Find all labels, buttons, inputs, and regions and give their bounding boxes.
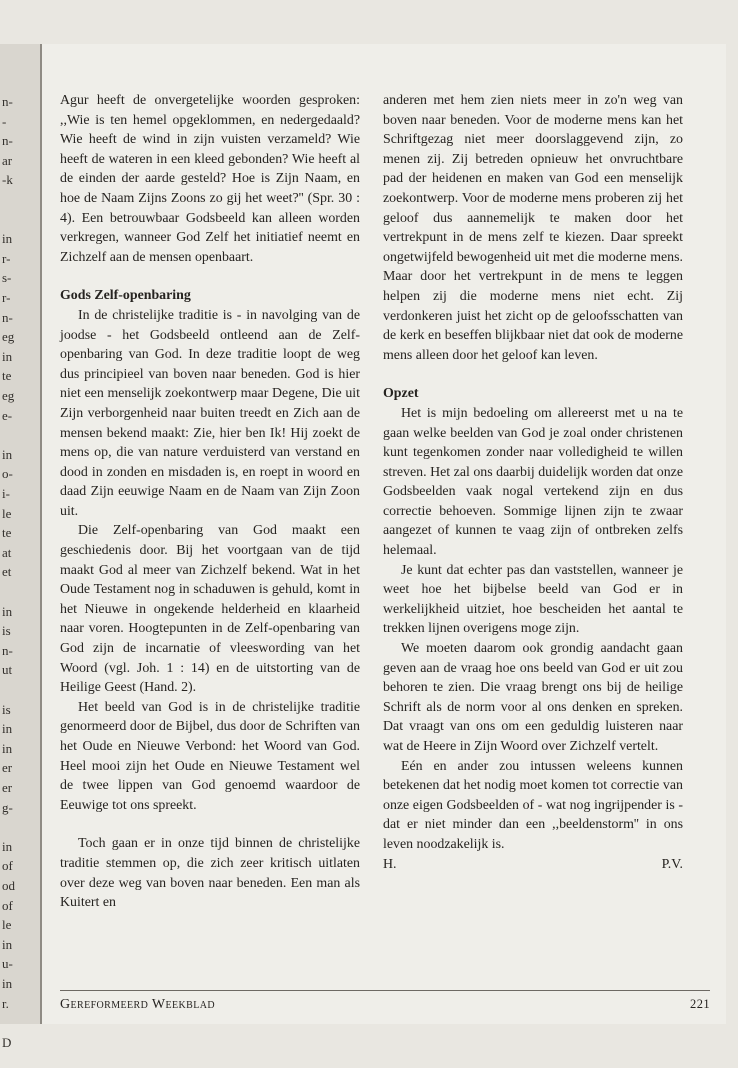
margin-fragment: in	[2, 936, 13, 952]
section-heading-zelf-openbaring: Gods Zelf-openbaring	[60, 288, 191, 304]
signature-initial: H.	[383, 856, 397, 872]
margin-fragment: in	[2, 231, 13, 247]
section-heading-opzet: Opzet	[383, 386, 419, 402]
margin-fragment: g-	[2, 799, 13, 815]
margin-fragment: i-	[2, 486, 10, 501]
margin-fragment: o-	[2, 466, 13, 482]
margin-fragment: -k	[2, 172, 13, 188]
paragraph: Het beeld van God is in de christelijke traditie genormeerd door de Bijbel, dus door de Schriften van het Oude en Nieuwe Verbond: het Woord van God. Heel mooi zijn het Oude en Nieuwe Testament wel de twee lippen van God genoemd waardoor de Eeuwige tot ons spreekt.	[60, 699, 360, 813]
paragraph: Het is mijn bedoeling om allereerst met u na te gaan welke beelden van God je zoal onder christenen kunt tegenkomen zonder naar volledigheid te willen streven. Het zal ons daarbij duidelijk worden dat onze Godsbeelden vaak nogal vertekend zijn en dus correctie behoeven. Sommige lijnen zijn te zwaar aangezet of kunnen te vaag zijn of ontbreken zelfs helemaal.	[383, 405, 683, 559]
margin-fragment: is	[2, 623, 11, 639]
paragraph: Je kunt dat echter pas dan vaststellen, wanneer je weet hoe het bijbelse beeld van God er in werkelijkheid uitziet, hoe bescheiden het aantal te trekken lijnen overigens moge zijn.	[383, 562, 683, 637]
margin-fragment: er	[2, 760, 13, 776]
previous-page-edge	[0, 44, 41, 1050]
page	[40, 44, 726, 1024]
margin-fragment: e-	[2, 407, 13, 423]
paragraph: Toch gaan er in onze tijd binnen de christelijke traditie stemmen op, die zich zeer kritisch uitlaten over deze weg van boven naar beneden. Een man als Kuitert en	[60, 836, 360, 911]
margin-fragment: le	[2, 505, 12, 521]
margin-fragment: in	[2, 446, 13, 462]
margin-fragment: of	[2, 858, 13, 874]
margin-fragment: ut	[2, 662, 13, 678]
margin-fragment: eg	[2, 329, 15, 345]
margin-fragment: in	[2, 603, 13, 619]
margin-fragment: le	[2, 917, 12, 933]
paragraph: In de christelijke traditie is - in navolging van de joodse - het Godsbeeld ontleend aan de Zelf-openbaring van God. In deze traditie loopt de weg dus principieel van boven naar beneden. God is hier niet een menselijk zoekontwerp maar Degene, Die uit Zijn verborgenheid naar buiten treedt en Zich aan de mensen bekend maakt: Zie, hier ben Ik! Hij zoekt de mens op, die van nature verduisterd van verstand en dood in zonden en misdaden is, en roept in woord en daad Zijn eeuwige Naam en de Naam van Zijn Zoon uit.	[60, 307, 360, 519]
margin-fragment: in	[2, 838, 13, 854]
margin-fragment: is	[2, 701, 11, 717]
paragraph: Eén en ander zou intussen weleens kunnen betekenen dat het nodig moet komen tot correctie van onze eigen Godsbeelden of - wat nog ingrijpender is - dat er niet minder dan een ,,beeldenstorm'' in ons leven noodzakelijk is.	[383, 758, 683, 852]
paragraph: anderen met hem zien niets meer in zo'n weg van boven naar beneden. Voor de moderne mens kan het Schriftgezag niet meer doorslaggevend zijn, zo menen zij. Zij betreden opnieuw het onvruchtbare pad der heidenen en maken van God een menselijk zoekontwerp. Voor de moderne mens proberen zij het geloof dus aannemelijk te maken door het vertrekpunt in de mens zelf te kiezen. Daar spreekt ongetwijfeld bewogenheid uit met die moderne mens. Maar door het vertrekpunt in de mens te leggen helpen zij die moderne mens niet echt. Zij verdonkeren juist het zicht op de geloofsschatten van de kerk en beseffen blijkbaar niet dat ook de moderne mens alleen door het geloof kan leven.	[383, 93, 683, 363]
margin-fragment: in	[2, 740, 13, 756]
author-initials: P.V.	[661, 856, 683, 872]
margin-fragment: in	[2, 721, 13, 737]
margin-fragment: eg	[2, 388, 15, 403]
margin-fragment: te	[2, 368, 12, 384]
margin-fragment: at	[2, 544, 12, 560]
paragraph: Die Zelf-openbaring van God maakt een geschiedenis door. Bij het voortgaan van de tijd maakt God al meer van Zichzelf bekend. Wat in het Oude Testament nog in schaduwen is gehuld, komt in het Nieuwe in ongekende helderheid en klaarheid naar voren. Hoogtepunten in de Zelf-openbaring van God zijn de incarnatie of vleeswording van het Woord (vgl. Joh. 1 : 14) en de uitstorting van de Heilige Geest (Hand. 2).	[60, 523, 360, 696]
paragraph: We moeten daarom ook grondig aandacht gaan geven aan de vraag hoe ons beeld van God er uit zou behoren te zien. Die vraag brengt ons bij de heilige Schrift als de norm voor al ons denken en spreken. Dat vraagt van ons om een geduldig luisteren naar wat de Heere in Zijn Woord over Zichzelf vertelt.	[383, 641, 683, 754]
margin-fragment: od	[2, 878, 15, 893]
margin-fragment: s-	[2, 270, 12, 286]
signature-line	[383, 855, 683, 875]
margin-fragment: n-	[2, 133, 13, 149]
margin-fragment: -	[2, 113, 7, 129]
intro-paragraph: Agur heeft de onvergetelijke woorden gesproken: ,,Wie is ten hemel opgeklommen, en nedergedaald? Wie heeft de wind in zijn vuisten verzameld? Wie heeft de wateren in een kleed gebonden? Wie heeft al de einden der aarde gesteld? Hoe is Zijn Naam, en hoe de Naam Zijns Zoons zo gij het weet?'' (Spr. 30 : 4). Een betrouwbaar Godsbeeld kan alleen worden verkregen, wanneer God Zelf het initiatief neemt en Zichzelf aan de mensen openbaart.	[60, 93, 360, 265]
margin-fragment: u-	[2, 956, 13, 972]
margin-fragment: r-	[2, 290, 11, 305]
margin-fragment: er	[2, 780, 13, 795]
margin-fragment: in	[2, 348, 13, 364]
margin-fragment: of	[2, 897, 13, 913]
page-footer	[60, 990, 710, 1013]
margin-fragment: in	[2, 976, 13, 991]
margin-fragment: r-	[2, 250, 11, 266]
margin-fragment: n-	[2, 94, 13, 109]
margin-fragment: te	[2, 525, 12, 541]
margin-fragment: n-	[2, 642, 13, 658]
page-number: 221	[690, 997, 710, 1011]
margin-fragment: ar	[2, 152, 13, 168]
margin-fragment: D	[2, 1034, 12, 1050]
margin-fragment: et	[2, 564, 12, 580]
left-column	[60, 91, 360, 913]
right-column	[383, 91, 683, 874]
margin-fragment: n-	[2, 309, 13, 325]
magazine-title: Gereformeerd Weekblad	[60, 997, 215, 1012]
margin-fragment: r.	[2, 995, 9, 1011]
